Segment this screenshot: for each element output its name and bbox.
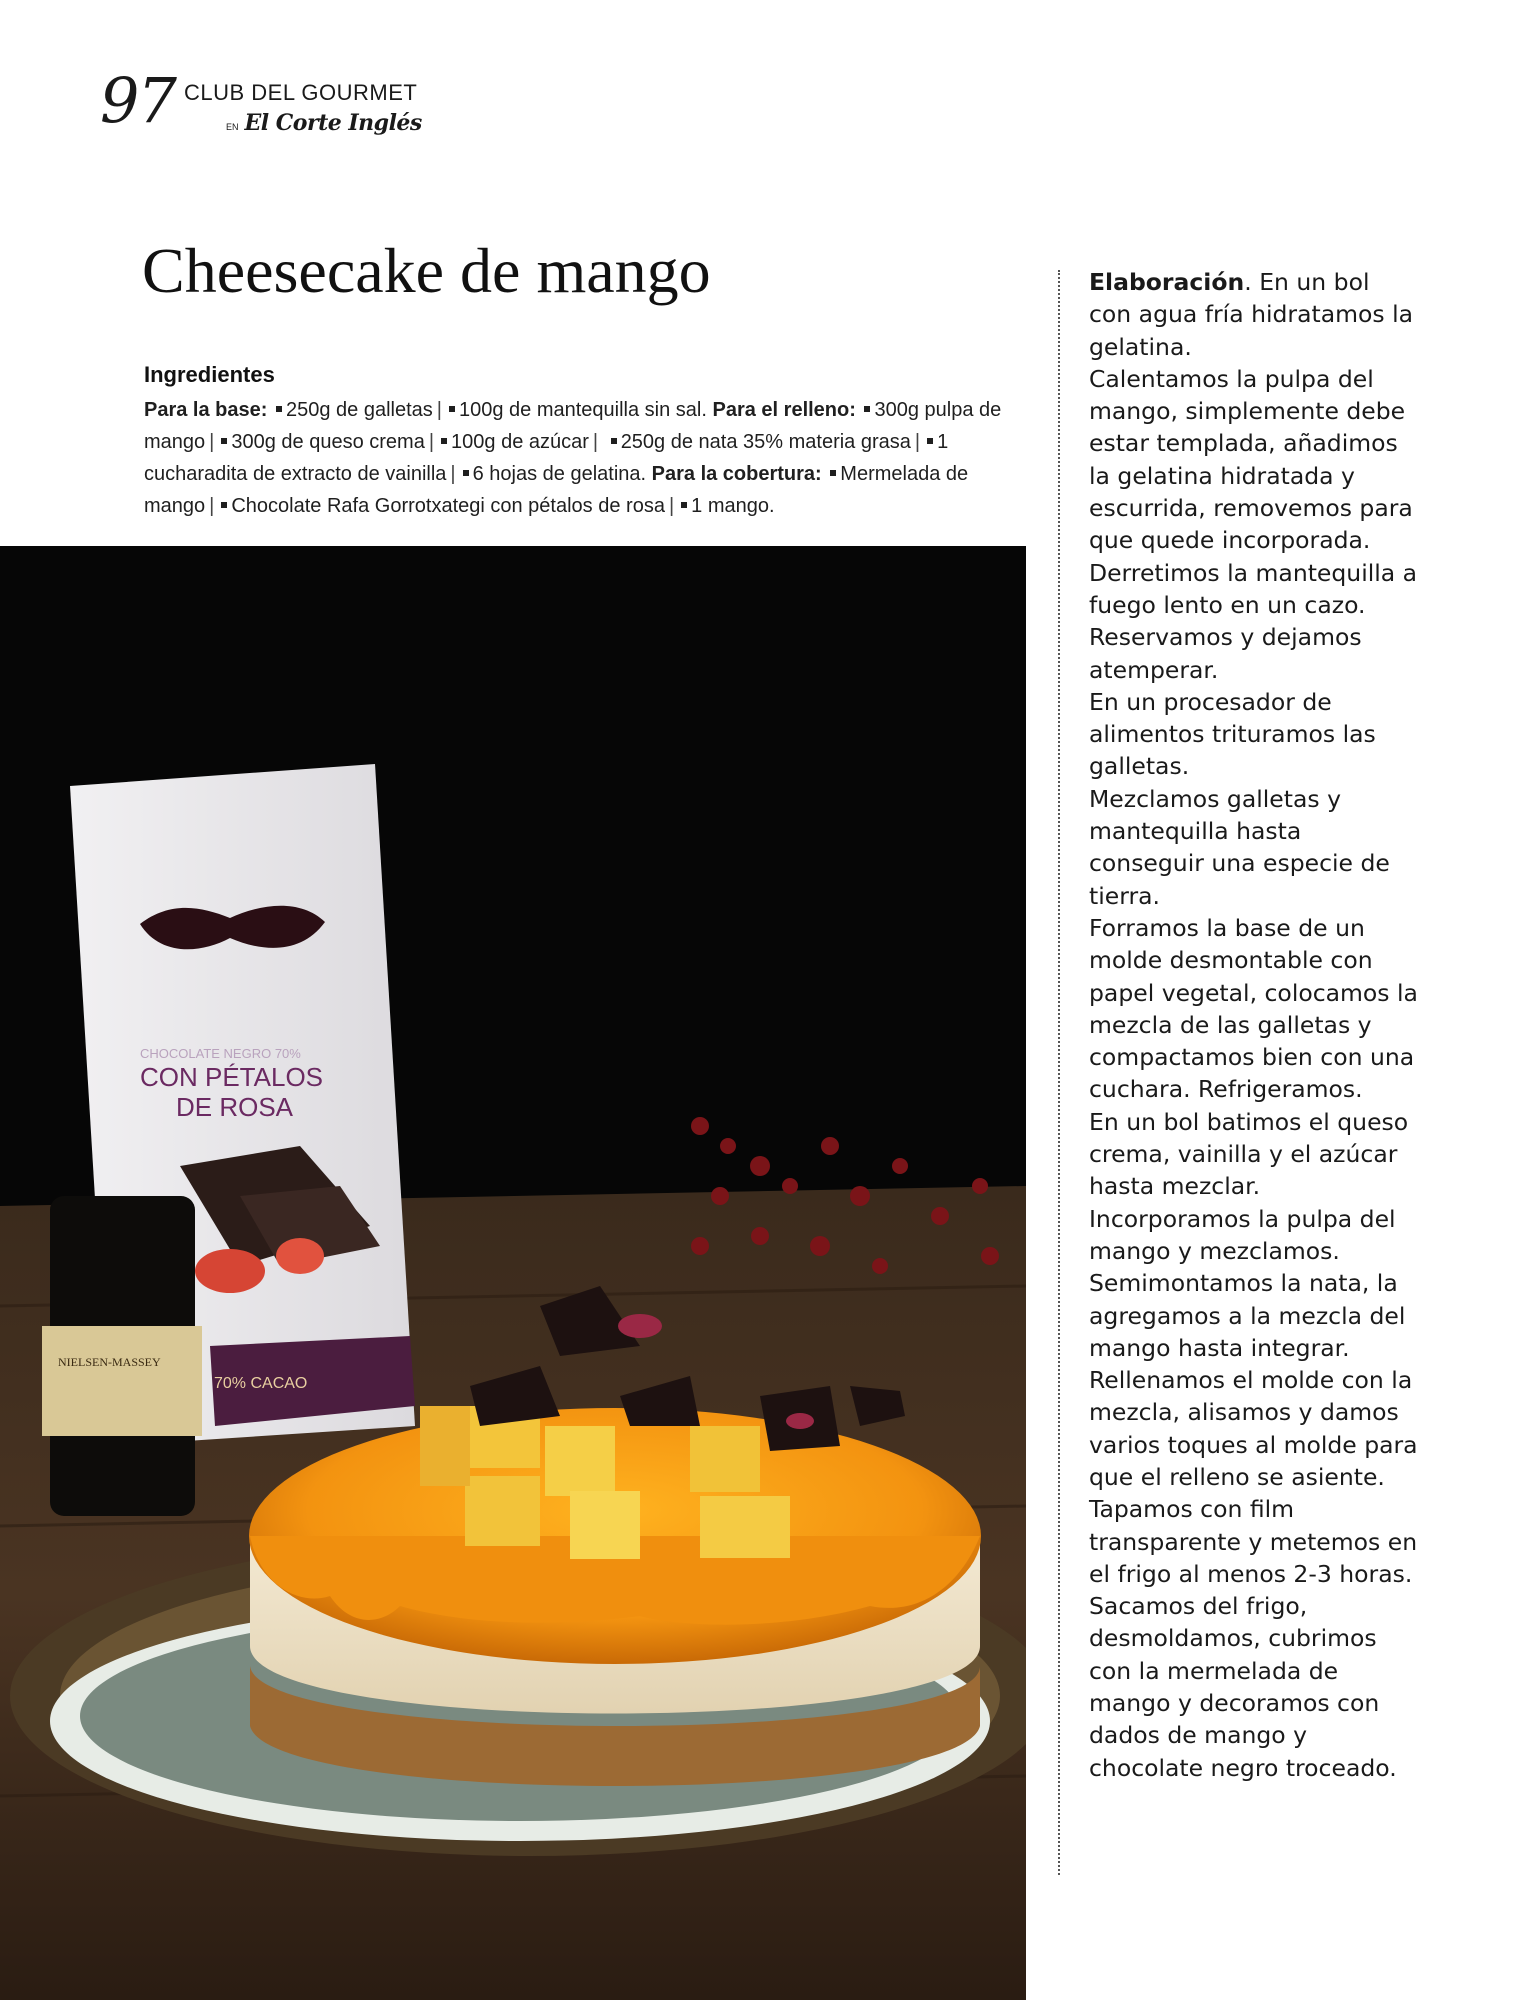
package-text-3: DE ROSA bbox=[176, 1092, 294, 1122]
cheesecake-photo bbox=[0, 546, 1026, 2000]
method-step: Rellenamos el molde con la mezcla, alisamos y damos varios toques al molde para que el relleno se asiente. bbox=[1089, 1366, 1418, 1491]
ingredient-item: 300g de queso crema bbox=[231, 431, 425, 453]
brand-subline bbox=[226, 110, 422, 136]
ingredients-section bbox=[144, 362, 1024, 522]
page-number: 97 bbox=[100, 64, 175, 137]
method-step: Mezclamos galletas y mantequilla hasta conseguir una especie de tierra. bbox=[1089, 784, 1390, 910]
ingredient-item: 250g de nata 35% materia grasa bbox=[620, 431, 911, 453]
ingredients-list: Para la base: 250g de galletas | 100g de mantequilla sin sal. Para el relleno: 300g pulpa de mango | 300g de queso crema | 100g de azúcar | 250g de nata 35% materia grasa | 1 cucharadita de extracto de vainilla | 6 hojas de gelatina. Para la cobertura: Mermelada de mango | Chocolate Rafa Gorrotxategi con pétalos de rosa | 1 mango. bbox=[144, 399, 1002, 517]
brand-logo bbox=[184, 80, 422, 136]
recipe-title: Cheesecake de mango bbox=[142, 235, 711, 306]
ingredient-item: 250g de galletas bbox=[285, 399, 433, 421]
method-step: Calentamos la pulpa del mango, simplemente debe estar templada, añadimos la gelatina hidratada y escurrida, removemos para que quede incorporada. bbox=[1089, 364, 1413, 555]
package-text-4: 70% CACAO bbox=[214, 1375, 308, 1392]
method-step: Semimontamos la nata, la agregamos a la mezcla del mango hasta integrar. bbox=[1089, 1269, 1406, 1362]
ingredient-item: 100g de azúcar bbox=[451, 431, 589, 453]
ingredient-item: Mermelada de mango bbox=[144, 463, 969, 517]
method-step: Derretimos la mantequilla a fuego lento en un cazo. Reservamos y dejamos atemperar. bbox=[1089, 558, 1418, 684]
brand-club-name: CLUB DEL GOURMET bbox=[184, 80, 418, 105]
package-text-2: CON PÉTALOS bbox=[140, 1062, 324, 1092]
method-lead-text: . En un bol con agua fría hidratamos la gelatina. bbox=[1089, 268, 1414, 361]
method-step: Forramos la base de un molde desmontable con papel vegetal, colocamos la mezcla de las galletas y compactamos bien con una cuchara. Refrigeramos. bbox=[1089, 913, 1418, 1104]
method-step: En un bol batimos el queso crema, vainilla y el azúcar hasta mezclar. Incorporamos la pulpa del mango y mezclamos. bbox=[1089, 1107, 1409, 1265]
method-step: En un procesador de alimentos trituramos las galletas. bbox=[1089, 687, 1376, 781]
brand-store-logo: El Corte Inglés bbox=[244, 110, 422, 136]
method-section bbox=[1089, 266, 1419, 1784]
ingredient-item: 1 cucharadita de extracto de vainilla bbox=[144, 431, 949, 485]
ingredient-item: 1 mango. bbox=[691, 495, 775, 517]
base-label: Para la base: bbox=[144, 399, 268, 421]
ingredient-item: Chocolate Rafa Gorrotxategi con pétalos de rosa bbox=[231, 495, 665, 517]
brand-en: EN bbox=[226, 122, 239, 132]
ingredients-heading: Ingredientes bbox=[144, 362, 275, 387]
ingredient-item: 6 hojas de gelatina. bbox=[472, 463, 647, 485]
filling-label: Para el relleno: bbox=[712, 399, 856, 421]
ingredient-item: 300g pulpa de mango bbox=[144, 399, 1002, 453]
topping-label: Para la cobertura: bbox=[651, 463, 822, 485]
method-step: Tapamos con film transparente y metemos en el frigo al menos 2-3 horas. Sacamos del frigo, desmoldamos, cubrimos con la mermelada de mango y decoramos con dados de mango y chocolate negro troceado. bbox=[1089, 1495, 1418, 1782]
package-text-1: CHOCOLATE NEGRO 70% bbox=[140, 1046, 301, 1061]
ingredient-item: 100g de mantequilla sin sal. bbox=[458, 399, 707, 421]
bottle-label: NIELSEN-MASSEY bbox=[58, 1355, 161, 1369]
method-lead: Elaboración bbox=[1089, 268, 1245, 296]
column-divider bbox=[1058, 270, 1060, 1875]
